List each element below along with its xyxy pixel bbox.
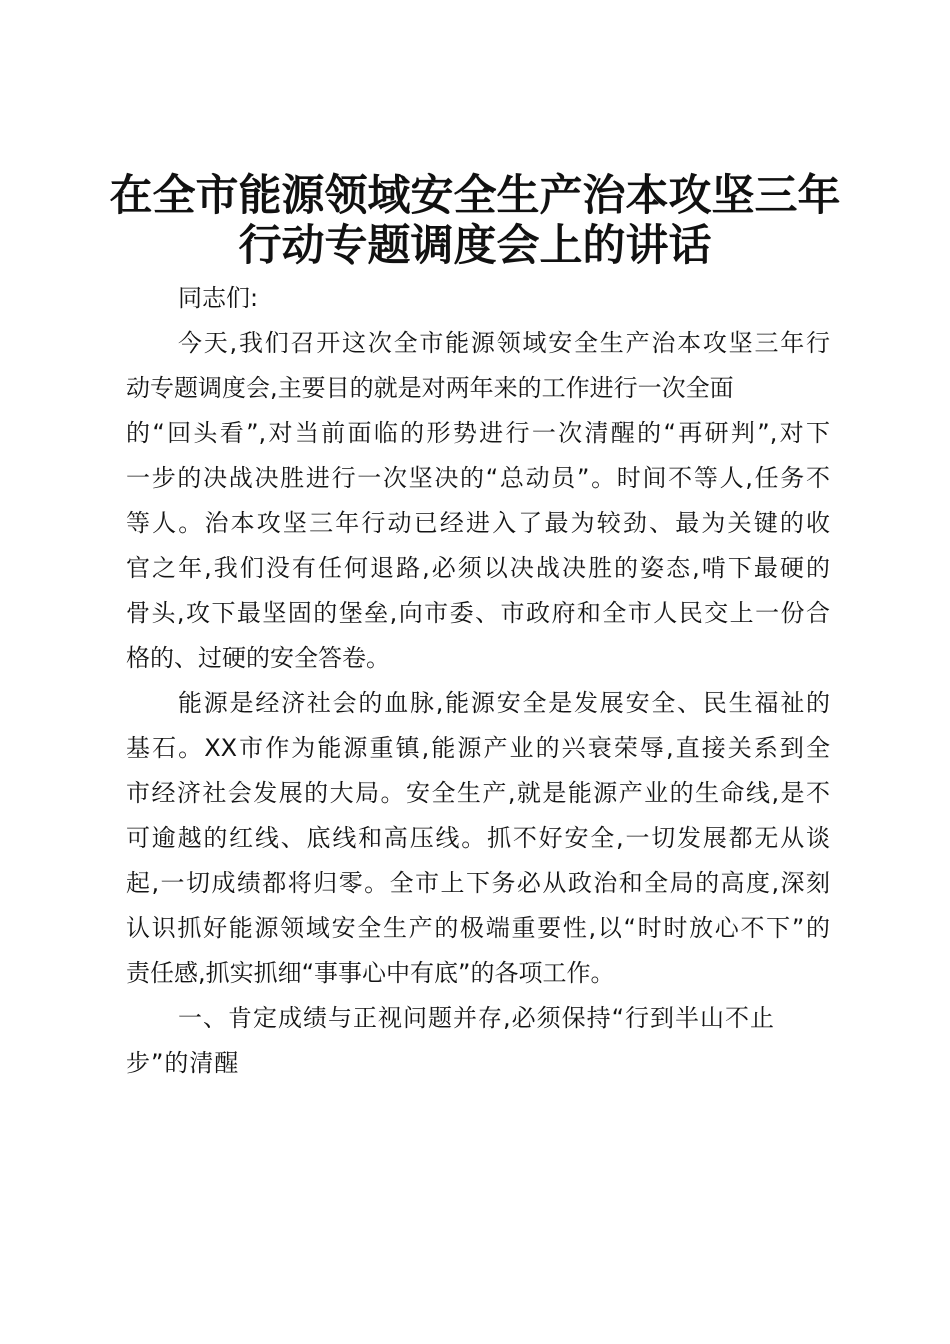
paragraph-1 xyxy=(126,321,830,681)
paragraph-2 xyxy=(126,681,830,996)
document-body xyxy=(126,276,830,1086)
paragraph-1-line: 一步的决战决胜进行一次坚决的“总动员”。时间不等人,任务不 xyxy=(126,464,830,492)
paragraph-2-line: 认识抓好能源领域安全生产的极端重要性,以“时时放心不下”的 xyxy=(126,914,830,942)
document-title-line-2: 行动专题调度会上的讲话 xyxy=(238,221,712,271)
paragraph-1-line: 动专题调度会,主要目的就是对两年来的工作进行一次全面 xyxy=(126,374,734,402)
paragraph-1-line: 骨头,攻下最坚固的堡垒,向市委、市政府和全市人民交上一份合 xyxy=(126,599,830,627)
paragraph-1-line: 官之年,我们没有任何退路,必须以决战决胜的姿态,啃下最硬的 xyxy=(126,554,830,582)
paragraph-2-line: 责任感,抓实抓细“事事心中有底”的各项工作。 xyxy=(126,959,615,987)
paragraph-1-line: 等人。治本攻坚三年行动已经进入了最为较劲、最为关键的收 xyxy=(126,509,830,537)
paragraph-2-line: 可逾越的红线、底线和高压线。抓不好安全,一切发展都无从谈 xyxy=(126,824,830,852)
paragraph-2-line: 市经济社会发展的大局。安全生产,就是能源产业的生命线,是不 xyxy=(126,779,830,807)
paragraph-1-line: 格的、过硬的安全答卷。 xyxy=(126,644,390,672)
section-heading-line: 步”的清醒 xyxy=(126,1049,240,1077)
paragraph-1-line: 的“回头看”,对当前面临的形势进行一次清醒的“再研判”,对下 xyxy=(126,419,830,447)
paragraph-2-line: 基石。XX市作为能源重镇,能源产业的兴衰荣辱,直接关系到全 xyxy=(126,734,830,762)
document-title-line-1: 在全市能源领域安全生产治本攻坚三年 xyxy=(109,171,841,221)
paragraph-1-line: 今天,我们召开这次全市能源领域安全生产治本攻坚三年行 xyxy=(178,329,830,357)
section-heading-1 xyxy=(126,996,830,1086)
section-heading-line: 一、肯定成绩与正视问题并存,必须保持“行到半山不止 xyxy=(178,1004,776,1032)
paragraph-2-line: 能源是经济社会的血脉,能源安全是发展安全、民生福祉的 xyxy=(178,689,830,717)
paragraph-2-line: 起,一切成绩都将归零。全市上下务必从政治和全局的高度,深刻 xyxy=(126,869,830,897)
salutation: 同志们: xyxy=(178,284,259,312)
